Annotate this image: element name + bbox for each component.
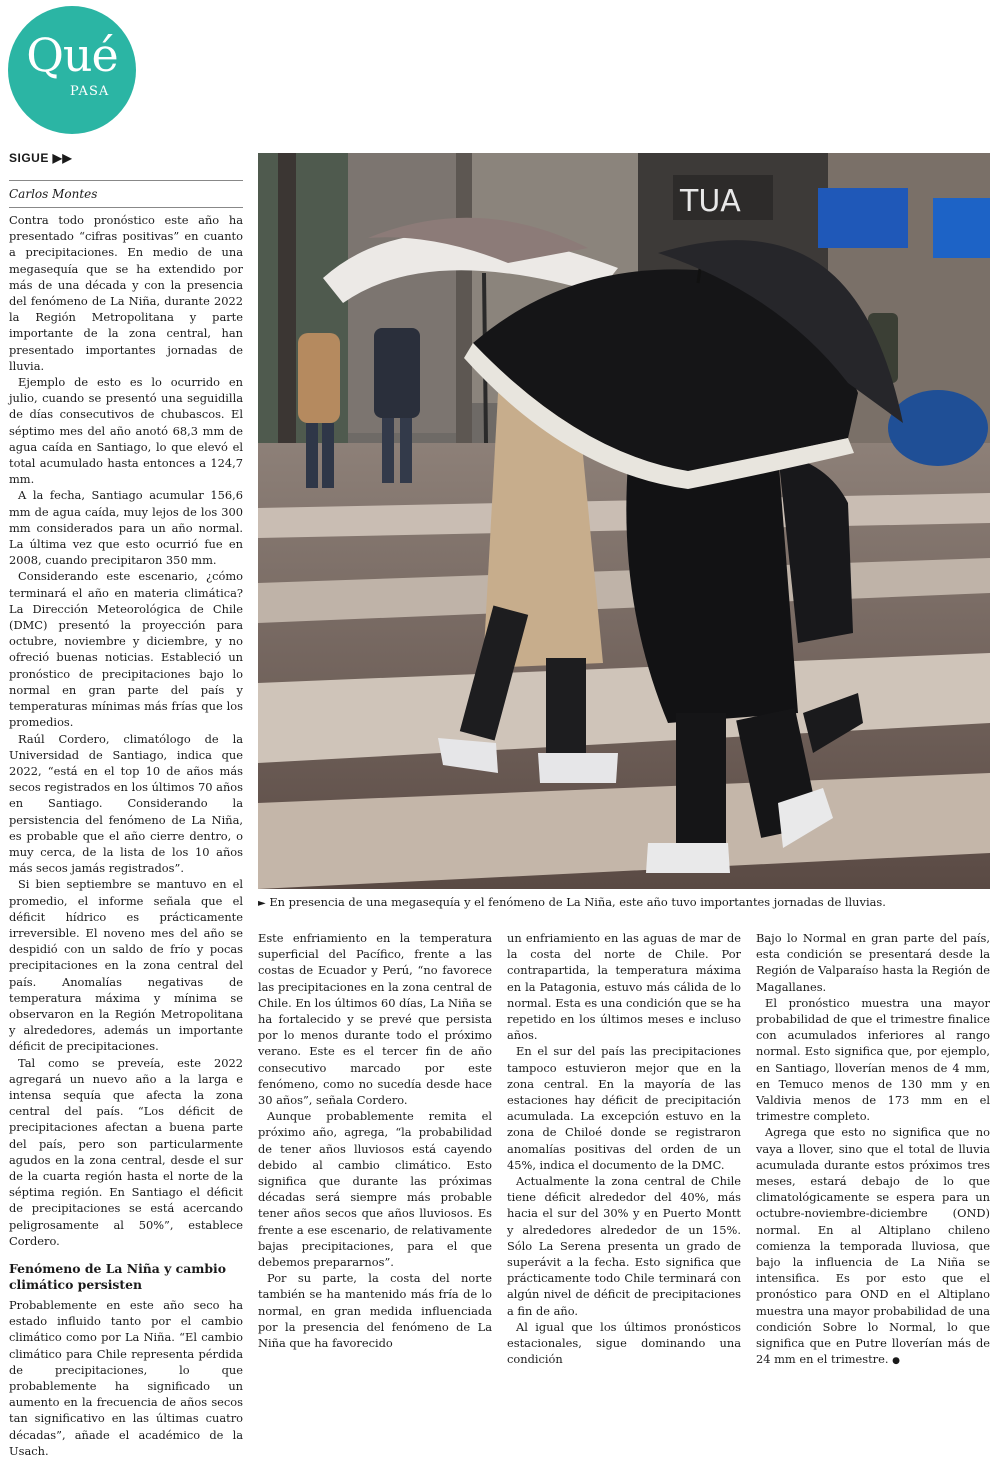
caption-arrow-icon: ►	[258, 898, 266, 909]
logo-main-text: Qué	[26, 28, 118, 82]
paragraph: un enfriamiento en las aguas de mar de la costa del norte de Chile. Por contrapartida, la temperatura máxima en la Patagonia, estuvo más cálida de lo normal. Esta es una condición que se ha repetido en los últimos meses e incluso años.	[507, 931, 741, 1043]
subheading: Fenómeno de La Niña y cambio climático persisten	[9, 1261, 226, 1292]
paragraph: En el sur del país las precipitaciones tampoco estuvieron mejor que en la zona central. En la mayoría de las estaciones hay déficit de precipitación acumulada. La excepción estuvo en la zona de Chiloé donde se registraron anomalías positivas del orden de un 45%, indica el documento de la DMC.	[507, 1044, 741, 1172]
paragraph: Por su parte, la costa del norte también se ha mantenido más fría de lo normal, en gran medida influenciada por la presencia del fenómeno de La Niña que ha favorecido	[258, 1271, 492, 1351]
divider	[9, 180, 243, 181]
paragraph: Tal como se preveía, este 2022 agregará un nuevo año a la larga e intensa sequía que afecta la zona central del país. “Los déficit de precipitaciones afectan a buena parte del país, pero son particularmente agudos en la zona central, desde el sur de la cuarta región hasta el norte de la séptima región. En Santiago el déficit de precipitaciones se está acercando peligrosamente al 50%”, establece Cordero.	[9, 1055, 243, 1248]
photo-caption	[258, 895, 990, 911]
continues-label: SIGUE ▶▶	[9, 151, 73, 165]
article-column-1	[9, 212, 243, 1459]
paragraph: Bajo lo Normal en gran parte del país, esta condición se presentará desde la Región de Valparaíso hasta la Región de Magallanes.	[756, 931, 990, 994]
paragraph: Considerando este escenario, ¿cómo terminará el año en materia climática? La Dirección Meteorológica de Chile (DMC) presentó la proyección para octubre, noviembre y diciembre, y no ofreció buenas noticias. Estableció un pronóstico de precipitaciones bajo lo normal en gran parte del país y temperaturas mínimas más frías que los promedios.	[9, 569, 243, 730]
paragraph	[756, 1124, 990, 1369]
end-mark-icon: ●	[892, 1356, 900, 1367]
paragraph: A la fecha, Santiago acumular 156,6 mm de agua caída, muy lejos de los 300 mm considerados para un año normal. La última vez que esto ocurrió fue en 2008, cuando precipitaron 350 mm.	[9, 488, 243, 568]
paragraph: Probablemente en este año seco ha estado influido tanto por el cambio climático como por La Niña. “El cambio climático para Chile representa pérdida de precipitaciones, lo que probablemente ha significado un aumento en la frecuencia de años secos tan significativo en las últimas cuatro décadas”, añade el académico de la Usach.	[9, 1298, 243, 1458]
paragraph: Si bien septiembre se mantuvo en el promedio, el informe señala que el déficit hídrico es prácticamente irreversible. El noveno mes del año se despidió con un saldo de frío y pocas precipitaciones en la zona central del país. Anomalías negativas de temperatura máxima y mínima se observaron en la Región Metropolitana y alrededores, además un importante déficit de precipitaciones.	[9, 877, 243, 1054]
paragraph: Este enfriamiento en la temperatura superficial del Pacífico, frente a las costas de Ecuador y Perú, “no favorece las precipitaciones en la zona central de Chile. En los últimos 60 días, La Niña se ha fortalecido y se prevé que persista por lo menos durante todo el próximo verano. Este es el tercer fin de año consecutivo marcado por este fenómeno, como no sucedía desde hace 30 años”, señala Cordero.	[258, 931, 492, 1108]
que-pasa-logo	[8, 6, 136, 134]
caption-text: En presencia de una megasequía y el fenómeno de La Niña, este año tuvo importantes jornadas de lluvias.	[269, 895, 886, 909]
rain-umbrella-photo	[258, 153, 990, 889]
byline: Carlos Montes	[9, 187, 98, 201]
article-column-4	[756, 930, 990, 1369]
divider	[9, 207, 243, 208]
paragraph: Raúl Cordero, climatólogo de la Universidad de Santiago, indica que 2022, “está en el top 10 de años más secos registrados en los últimos 70 años en Santiago. Considerando la persistencia del fenómeno de La Niña, es probable que el año cierre dentro, o muy cerca, de la lista de los 10 años más secos jamás registrados”.	[9, 731, 243, 876]
paragraph: Ejemplo de esto es lo ocurrido en julio, cuando se presentó una seguidilla de días consecutivos de chubascos. El séptimo mes del año anotó 68,3 mm de agua caída en Santiago, lo que elevó el total acumulado hasta entonces a 124,7 mm.	[9, 375, 243, 487]
logo-sub-text: PASA	[70, 84, 110, 99]
paragraph: Al igual que los últimos pronósticos estacionales, sigue dominando una condición	[507, 1319, 741, 1367]
storefront-sign: TUA	[680, 184, 741, 219]
paragraph: Contra todo pronóstico este año ha presentado “cifras positivas” en cuanto a precipitaciones. En medio de una megasequía que se ha extendido por más de una década y con la presencia del fenómeno de La Niña, durante 2022 la Región Metropolitana y parte importante de la zona central, han presentado importantes jornadas de lluvia.	[9, 213, 243, 373]
article-column-3	[507, 930, 741, 1367]
paragraph: El pronóstico muestra una mayor probabilidad de que el trimestre finalice con acumulados inferiores al rango normal. Esto significa que, por ejemplo, en Santiago, lloverían menos de 4 mm, en Temuco menos de 130 mm y en Valdivia menos de 173 mm en el trimestre completo.	[756, 995, 990, 1124]
paragraph: Actualmente la zona central de Chile tiene déficit alrededor del 40%, más hacia el sur del 30% y en Puerto Montt y alrededores alrededor de un 15%. Sólo La Serena presenta un grado de superávit a la fecha. Esto significa que prácticamente todo Chile terminará con algún nivel de déficit de precipitaciones a fin de año.	[507, 1174, 741, 1318]
article-column-2	[258, 930, 492, 1351]
paragraph: Aunque probablemente remita el próximo año, agrega, “la probabilidad de tener años lluviosos está cayendo debido al cambio climático. Esto significa que durante las próximas décadas será siempre más probable tener años secos que años lluviosos. Es frente a ese escenario, de relativamente bajas precipitaciones, para el que debemos prepararnos”.	[258, 1109, 492, 1270]
paragraph-text: Agrega que esto no significa que no vaya a llover, sino que el total de lluvia acumulada durante estos próximos tres meses, estará debajo de lo que climatológicamente se espera para un octubre-noviembre-diciembre (OND) normal. En al Altiplano chileno comienza la temporada lluviosa, que bajo la influencia de La Niña se intensifica. Es por esto que el pronóstico para OND en el Altiplano muestra una mayor probabilidad de una condición Sobre lo Normal, lo que significa que en Putre lloverían más de 24 mm en el trimestre.	[756, 1125, 990, 1367]
